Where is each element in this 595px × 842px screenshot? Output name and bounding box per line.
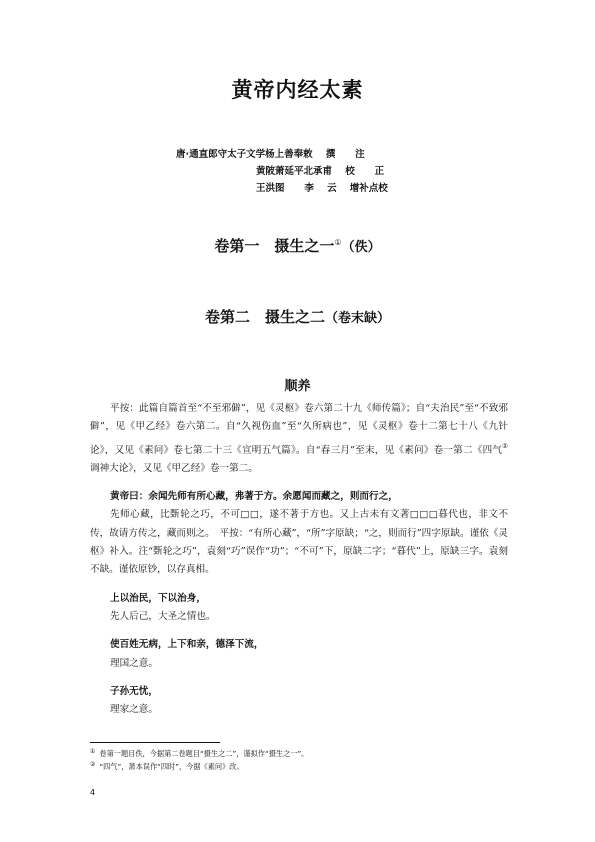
paragraph-note-1-text-a: 平按：此篇自篇首至“不至邪僻”，见《灵枢》卷六第二十九《师传篇》；自“夫治民”至“不致邪僻”，见《甲乙经》卷六第二。自“久视伤血”至“久所病也”，见《灵枢》卷十二第七十八《九针论》，又见《素问》卷七第二十三《宣明五气篇》。自“春三月”至末，见《素问》卷一第二《四气 <box>90 403 508 456</box>
body-text <box>90 400 508 719</box>
main-text-4: 子孙无忧， <box>110 685 158 697</box>
volume-2-label: 卷第二 摄生之二 <box>204 308 325 326</box>
paragraph-note-1 <box>90 400 508 478</box>
volume-1-footnote-ref: ① <box>334 238 342 247</box>
volume-1-label: 卷第一 摄生之一 <box>214 237 335 255</box>
commentary-2: 先人后己，大圣之情也。 <box>110 610 216 622</box>
volume-2-heading <box>0 306 595 327</box>
book-title: 黄帝内经太素 <box>231 78 364 102</box>
footnote-1-text: 卷第一题目佚，今据第二卷题目“摄生之二”，谨拟作“摄生之一”。 <box>99 749 309 758</box>
footnote-1 <box>90 746 508 759</box>
commentary-3: 理国之意。 <box>110 657 158 669</box>
volume-1-heading <box>0 235 595 256</box>
page-number: 4 <box>90 788 96 797</box>
paragraph-note-1-text-b: 调神大论》，又见《甲乙经》卷一第二。 <box>90 462 258 474</box>
footnote-2 <box>90 759 508 772</box>
footnote-2-mark: ② <box>90 761 96 768</box>
section-title: 顺养 <box>284 379 311 394</box>
credit-line-editor: 黄陂萧延平北承甫 校 正 <box>256 166 385 177</box>
main-text-3: 使百姓无病，上下和亲，德泽下流， <box>110 639 264 651</box>
main-text-2: 上以治民，下以治身， <box>110 592 206 604</box>
footnote-1-mark: ① <box>90 748 96 755</box>
credits-block <box>176 146 388 197</box>
footnote-2-text: “四气”，萧本误作“四时”，今据《素问》改。 <box>99 762 244 771</box>
volume-2-note: （卷末缺） <box>325 311 391 326</box>
credit-line-author: 唐·通直郎守太子文学杨上善奉敕 撰 注 <box>176 149 365 160</box>
volume-1-note: （佚） <box>341 240 381 255</box>
footnotes <box>90 746 508 772</box>
footnote-ref-2: ② <box>502 441 508 450</box>
commentary-1: 先师心藏，比斲轮之巧，不可□□，遂不著于方也。又上古未有文著□□□暮代也，非文不传，故请方传之，藏而则之。 平按：“有所心藏”，“所”字原缺；“之，则而行”四字原缺。谨依《灵枢》补入。注“斲轮之巧”，袁刻“巧”误作“功”；“不可”下，原缺二字；“暮代”上，原缺三字。袁刻不缺。谨依原钞，以存真相。 <box>90 509 508 576</box>
footnote-divider <box>90 742 220 743</box>
credit-line-collators: 王洪图 李 云 增补点校 <box>256 183 388 194</box>
main-text-1: 黄帝曰：余闻先师有所心藏，弗著于方。余愿闻而藏之，则而行之， <box>110 491 398 503</box>
commentary-4: 理家之意。 <box>110 704 158 716</box>
